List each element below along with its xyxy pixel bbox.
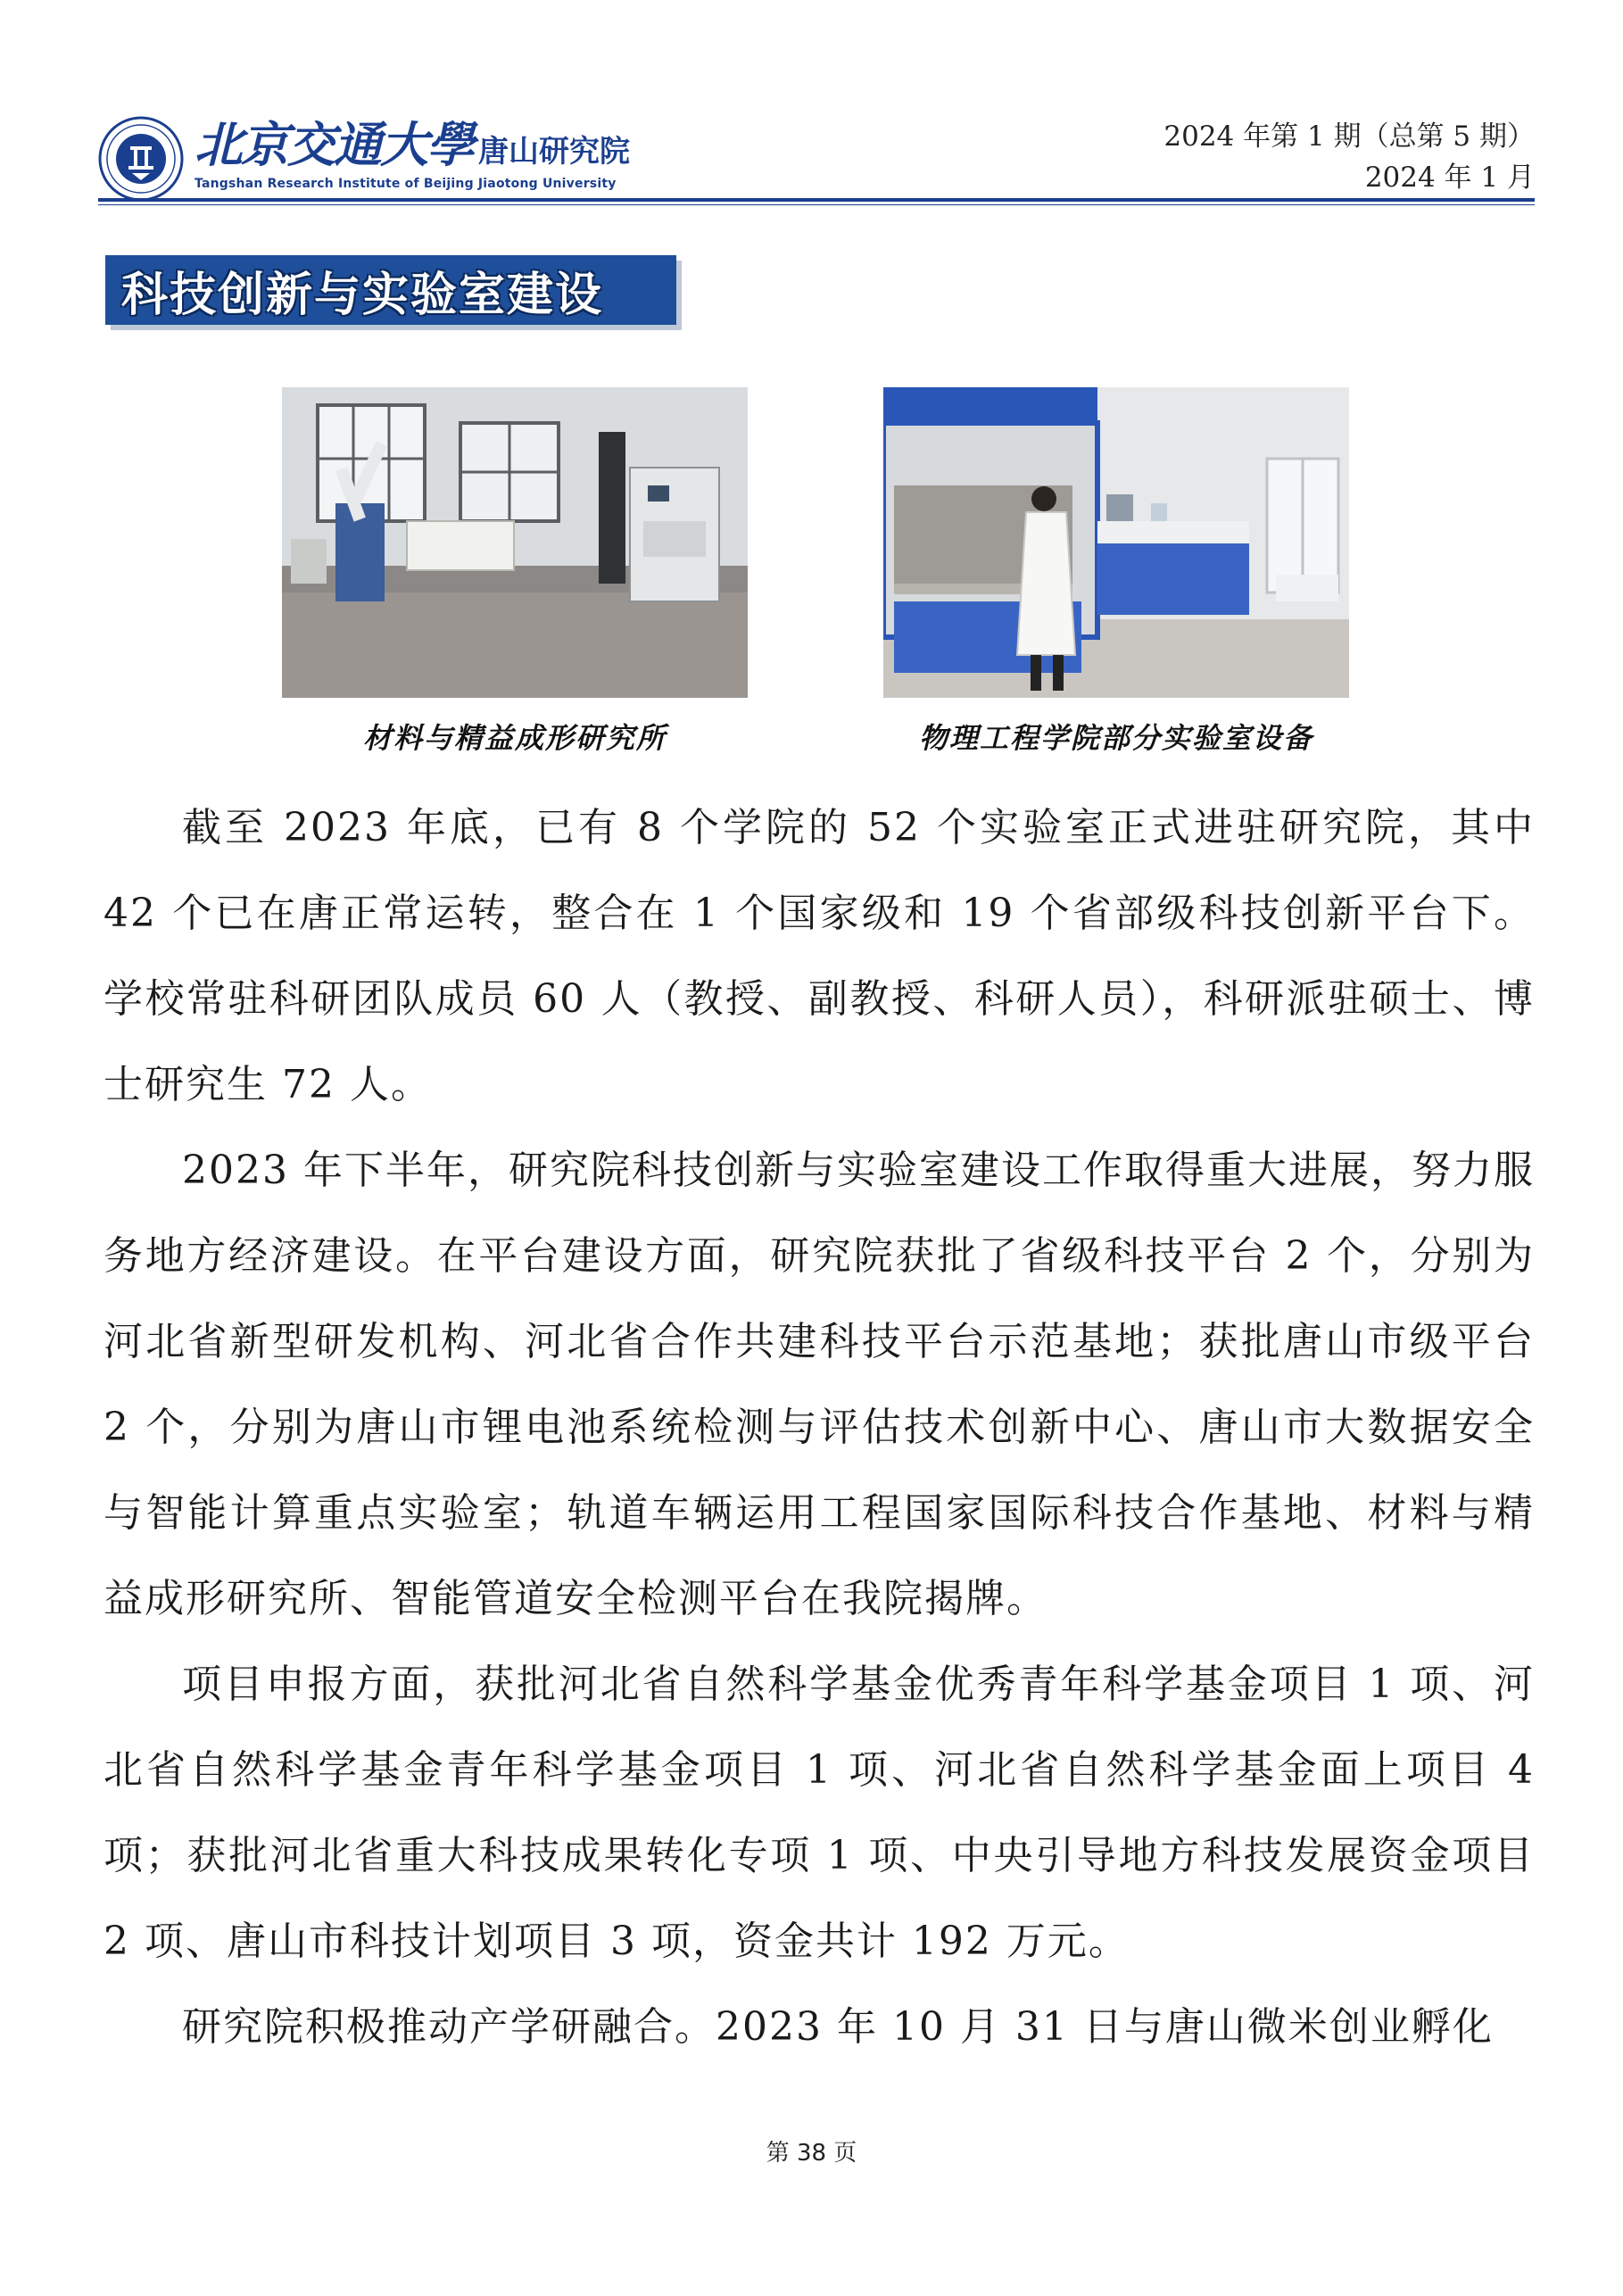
page-header	[98, 107, 1535, 205]
header-divider-thin	[98, 204, 1535, 205]
institute-name: 唐山研究院	[478, 134, 630, 170]
paragraph: 研究院积极推动产学研融合。2023 年 10 月 31 日与唐山微米创业孵化	[182, 2004, 1494, 2050]
page-number: 第 38 页	[766, 2140, 857, 2167]
brand-block	[195, 116, 630, 191]
article-body	[104, 785, 1535, 2070]
photo-physics-lab	[883, 387, 1349, 698]
institute-name-en: Tangshan Research Institute of Beijing Jiaotong University	[195, 177, 617, 191]
issue-date: 2024 年 1 月	[1364, 162, 1535, 194]
issue-number: 2024 年第 1 期（总第 5 期）	[1163, 120, 1535, 153]
photo-materials-lab	[282, 387, 748, 698]
university-seal-logo	[98, 116, 184, 202]
university-name: 北京交通大學	[195, 116, 473, 173]
section-title: 科技创新与实验室建设	[121, 268, 604, 322]
caption-physics-lab: 物理工程学院部分实验室设备	[918, 721, 1313, 755]
section-title-banner	[105, 255, 676, 325]
paragraph: 2023 年下半年，研究院科技创新与实验室建设工作取得重大进展，努力服务地方经济建设。在平台建设方面，研究院获批了省级科技平台 2 个，分别为河北省新型研发机构、河北省合作共建科技平台示范基地；获批唐山市级平台 2 个，分别为唐山市锂电池系统检测与评估技术创新中心、唐山市大数据安全与智能计算重点实验室；轨道车辆运用工程国家国际科技合作基地、材料与精益成形研究所、智能管道安全检测平台在我院揭牌。	[104, 1148, 1535, 1621]
header-divider	[98, 198, 1535, 202]
issue-info	[1163, 116, 1535, 198]
paragraph: 截至 2023 年底，已有 8 个学院的 52 个实验室正式进驻研究院，其中 42 个已在唐正常运转，整合在 1 个国家级和 19 个省部级科技创新平台下。学校常驻科研团队成员 60 人（教授、副教授、科研人员），科研派驻硕士、博士研究生 72 人。	[104, 805, 1535, 1107]
caption-materials-lab: 材料与精益成形研究所	[362, 721, 667, 755]
paragraph: 项目申报方面，获批河北省自然科学基金优秀青年科学基金项目 1 项、河北省自然科学基金青年科学基金项目 1 项、河北省自然科学基金面上项目 4 项；获批河北省重大科技成果转化专项 1 项、中央引导地方科技发展资金项目 2 项、唐山市科技计划项目 3 项，资金共计 192 万元。	[104, 1662, 1535, 1964]
